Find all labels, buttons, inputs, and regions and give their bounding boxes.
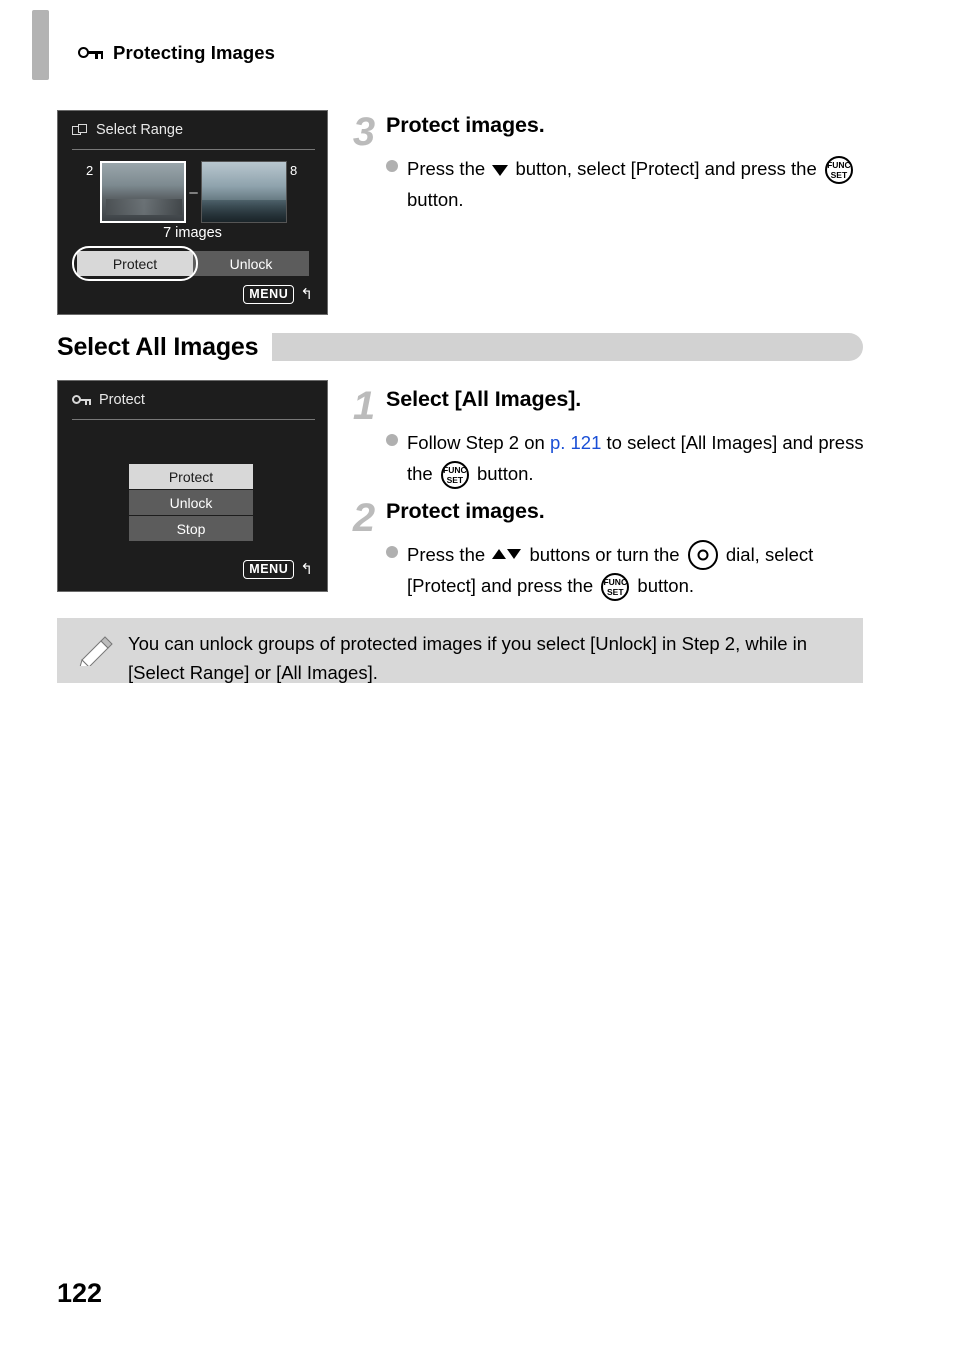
select-range-icon [72,124,88,137]
key-icon [72,394,91,406]
page-number: 122 [57,1278,103,1308]
note-text: You can unlock groups of protected images if you select [Unlock] in Step 2, while in [Select Range] or [All Images]. [128,633,808,683]
down-button-icon [492,165,508,176]
menu-back-badge[interactable] [243,560,313,579]
menu-item-unlock[interactable]: Unlock [129,490,253,515]
screen-title: Protect [99,392,145,408]
pencil-icon [79,636,113,666]
instruction-part: dial, select [Protect] and press the [407,544,814,596]
step-title: Protect images. [386,113,545,137]
titlebar-divider [72,149,315,150]
unlock-button[interactable]: Unlock [193,251,309,276]
instruction-part: button. [637,575,694,596]
up-down-buttons-icon [492,546,522,564]
step-bullet [386,153,865,215]
control-dial-icon [688,540,718,570]
func-set-button-icon: FUNC SET [825,156,853,184]
page-title: Protecting Images [113,42,276,63]
note-box [57,618,863,683]
instruction-part: Follow Step 2 on [407,432,545,453]
page-header [78,42,275,64]
section-heading: Select All Images [57,333,272,361]
range-thumbnails [100,161,287,223]
func-set-button-icon: FUNC SET [441,461,469,489]
range-end-index: 8 [290,163,298,178]
menu-label: MENU [243,560,294,579]
instruction-part: Press the [407,158,486,179]
step-number: 3 [352,110,376,154]
step-number: 2 [352,496,376,540]
step-instruction [407,539,875,601]
instruction-part: to select [All Images] and press the [407,432,864,484]
step-number: 1 [352,384,376,428]
back-arrow-icon: ↰ [300,561,313,578]
range-dash-icon: – [189,183,198,201]
range-start-index: 2 [86,163,94,178]
page-reference-link[interactable]: p. 121 [549,432,602,453]
instruction-part: button, select [Protect] and press the [515,158,817,179]
step-title: Protect images. [386,499,545,523]
titlebar-divider [72,419,315,420]
select-range-screen [57,110,328,315]
page-edge-tab [32,10,49,80]
menu-label: MENU [243,285,294,304]
instruction-part: buttons or turn the [529,544,680,565]
thumbnail-start[interactable] [100,161,186,223]
step-instruction [407,427,865,489]
instruction-part: Press the [407,544,486,565]
step-title: Select [All Images]. [386,387,582,411]
protect-button[interactable]: Protect [77,251,193,276]
menu-item-stop[interactable]: Stop [129,516,253,541]
instruction-part: button. [477,463,534,484]
menu-item-protect[interactable]: Protect [129,464,253,489]
images-count-label: 7 images [163,225,222,241]
instruction-part: button. [407,189,464,210]
protect-menu-list [129,464,253,542]
protect-screen [57,380,328,592]
step-instruction [407,153,865,215]
step-bullet [386,539,875,601]
screen-titlebar [58,381,327,419]
menu-back-badge[interactable] [243,285,313,304]
bullet-icon [386,160,398,172]
func-set-button-icon: FUNC SET [601,573,629,601]
thumbnail-end[interactable] [201,161,287,223]
screen-title: Select Range [96,122,184,138]
key-icon [78,45,104,61]
bullet-icon [386,434,398,446]
back-arrow-icon: ↰ [300,286,313,303]
selection-highlight-ring [72,246,198,281]
step-bullet [386,427,865,489]
bullet-icon [386,546,398,558]
screen-titlebar [58,111,327,149]
